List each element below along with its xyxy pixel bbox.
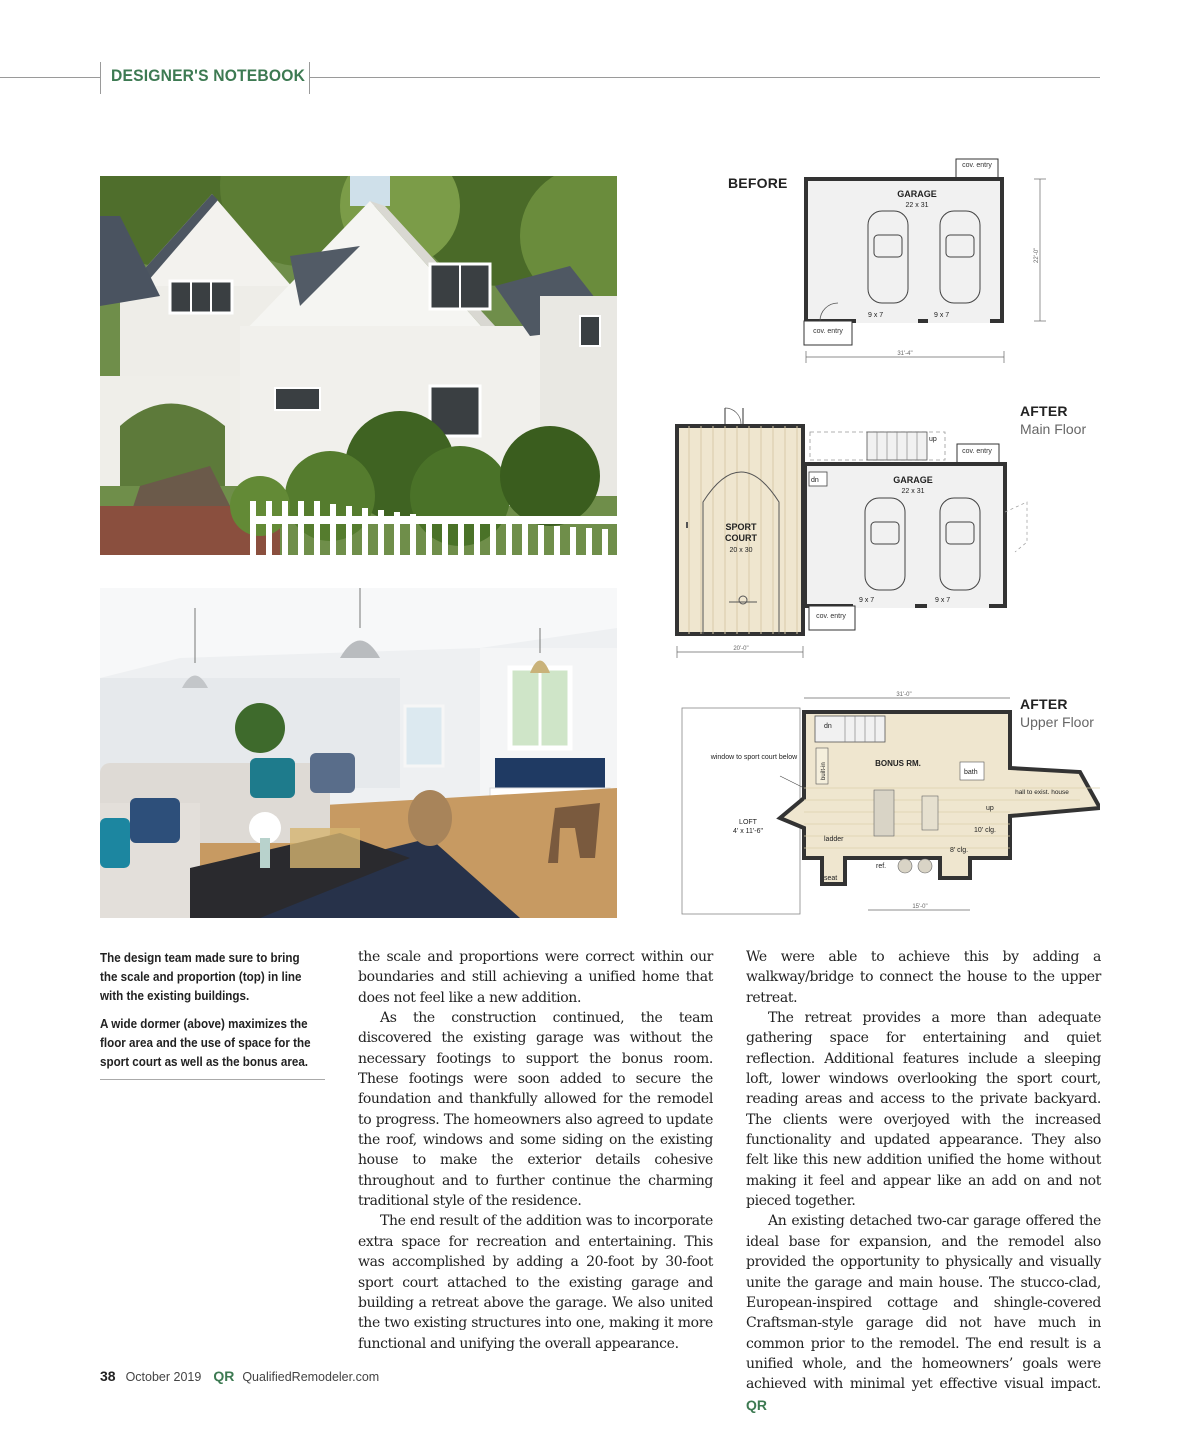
- after-main-garage-label: GARAGE: [893, 475, 933, 485]
- sport-court-size: 20 x 30: [729, 547, 753, 554]
- sport-court-label-2: COURT: [725, 533, 757, 543]
- col1-paragraph-1: the scale and proportions were correct within our boundaries and still achieving a unified home that does not feel like a new addition.: [358, 949, 713, 1006]
- header-tick-left: [100, 62, 101, 94]
- upper-bonus-label: BONUS RM.: [875, 759, 921, 768]
- upper-seat: seat: [824, 875, 838, 882]
- after-main-garage-size: 22 x 31: [901, 488, 925, 495]
- header-rule-left: [0, 77, 100, 78]
- after-main-bay-1: 9 x 7: [859, 597, 875, 604]
- plan-before-label: BEFORE: [728, 175, 788, 191]
- page-number: 38: [100, 1368, 116, 1384]
- plan-after-upper-sublabel: Upper Floor: [1020, 714, 1094, 730]
- header-tick-right: [309, 62, 310, 94]
- before-garage-label: GARAGE: [897, 189, 937, 199]
- after-main-bay-2: 9 x 7: [935, 597, 951, 604]
- upper-loft-size: 4' x 11'-6": [733, 828, 763, 835]
- after-main-cov-entry-bottom: cov. entry: [816, 613, 846, 620]
- end-mark: QR: [746, 1396, 767, 1413]
- upper-up: up: [986, 805, 994, 812]
- caption-top: The design team made sure to bring the scale and proportion (top) in line with the existing buildings.: [100, 951, 302, 1003]
- upper-ladder: ladder: [824, 836, 844, 843]
- upper-dim-top: 31'-0": [896, 692, 912, 698]
- upper-builtin: built-in: [821, 762, 827, 780]
- caption-bottom: A wide dormer (above) maximizes the floor area and the use of space for the sport court as well as the bonus area.: [100, 1017, 311, 1069]
- floor-plan-after-upper: [680, 688, 1100, 920]
- upper-loft: LOFT: [739, 819, 757, 826]
- plan-after-main-label: AFTER: [1020, 403, 1068, 419]
- caption-rule: [100, 1079, 325, 1080]
- body-column-1: [358, 947, 713, 1354]
- floor-plan-before: [790, 155, 1060, 370]
- footer-site: QualifiedRemodeler.com: [242, 1370, 380, 1384]
- plan-after-upper-label: AFTER: [1020, 696, 1068, 712]
- before-dim-depth: 22'-0": [1034, 247, 1040, 263]
- upper-hall: hall to exist. house: [1015, 789, 1069, 796]
- exterior-photo: [100, 176, 617, 555]
- col1-paragraph-3: The end result of the addition was to incorporate extra space for recreation and entertaining. This was accomplished by adding a 20-foot by 30-foot sport court attached to the existing garage and building a retreat above the garage. We also united the two existing structures into one, making it more functional and unifying the overall appearance.: [358, 1213, 713, 1352]
- floor-plan-after-main: [655, 402, 1055, 664]
- before-bay-2: 9 x 7: [934, 312, 950, 319]
- footer-date: October 2019: [125, 1370, 202, 1384]
- upper-bath: bath: [964, 769, 978, 776]
- after-main-up: up: [929, 436, 937, 443]
- upper-8-clg: 8' clg.: [950, 847, 969, 854]
- after-main-dim-width: 20'-0": [733, 646, 749, 652]
- before-cov-entry-bottom: cov. entry: [813, 328, 843, 335]
- col2-paragraph-1: We were able to achieve this by adding a walkway/bridge to connect the house to the upper retreat.: [746, 949, 1101, 1006]
- before-bay-1: 9 x 7: [868, 312, 884, 319]
- upper-dn: dn: [824, 723, 832, 730]
- upper-ref: ref.: [876, 863, 887, 870]
- body-column-2: [746, 947, 1101, 1416]
- before-garage-size: 22 x 31: [905, 202, 929, 209]
- col1-paragraph-2: As the construction continued, the team discovered the existing garage was without the necessary footings to support the bonus room. These footings were soon added to secure the foundation and thankfully allowed for the remodel to progress. The homeowners also agreed to update the roof, windows and some siding on the existing house to make the exterior details cohesive throughout and to further continue the charming traditional style of the residence.: [358, 1010, 713, 1210]
- sport-court-label-1: SPORT: [725, 522, 757, 532]
- interior-photo: [100, 588, 617, 918]
- section-title: DESIGNER'S NOTEBOOK: [111, 66, 306, 85]
- before-dim-width: 31'-4": [897, 351, 913, 357]
- footer-brand: QR: [213, 1368, 235, 1384]
- col2-paragraph-2: The retreat provides a more than adequate gathering space for entertaining and quiet reflection. Additional features include a sleeping loft, lower windows overlooking the sport court, reading areas and access to the private backyard. The clients were overjoyed with the increased functionality and updated appearance. They also felt like this new addition unified the home without making it feel and appear like an add on and not pieced together.: [746, 1010, 1101, 1210]
- plan-after-main-sublabel: Main Floor: [1020, 421, 1087, 437]
- after-main-dn: dn: [811, 477, 819, 484]
- upper-window-note: window to sport court below: [710, 754, 798, 761]
- upper-dim-bottom: 15'-0": [912, 904, 928, 910]
- before-cov-entry-top: cov. entry: [962, 162, 992, 169]
- col2-paragraph-3: An existing detached two-car garage offered the ideal base for expansion, and the remodel also provided the opportunity to physically and visually unite the garage and main house. The stucco-clad, European-inspired cottage and shingle-covered Craftsman-style garage did not have much in common prior to the remodel. The end result is a unified whole, and the homeowners’ goals were achieved with minimal yet effective visual impact.: [746, 1213, 1101, 1393]
- footer: [100, 1368, 379, 1384]
- upper-10-clg: 10' clg.: [974, 827, 996, 834]
- after-main-cov-entry-top: cov. entry: [962, 448, 992, 455]
- header-rule-right: [309, 77, 1100, 78]
